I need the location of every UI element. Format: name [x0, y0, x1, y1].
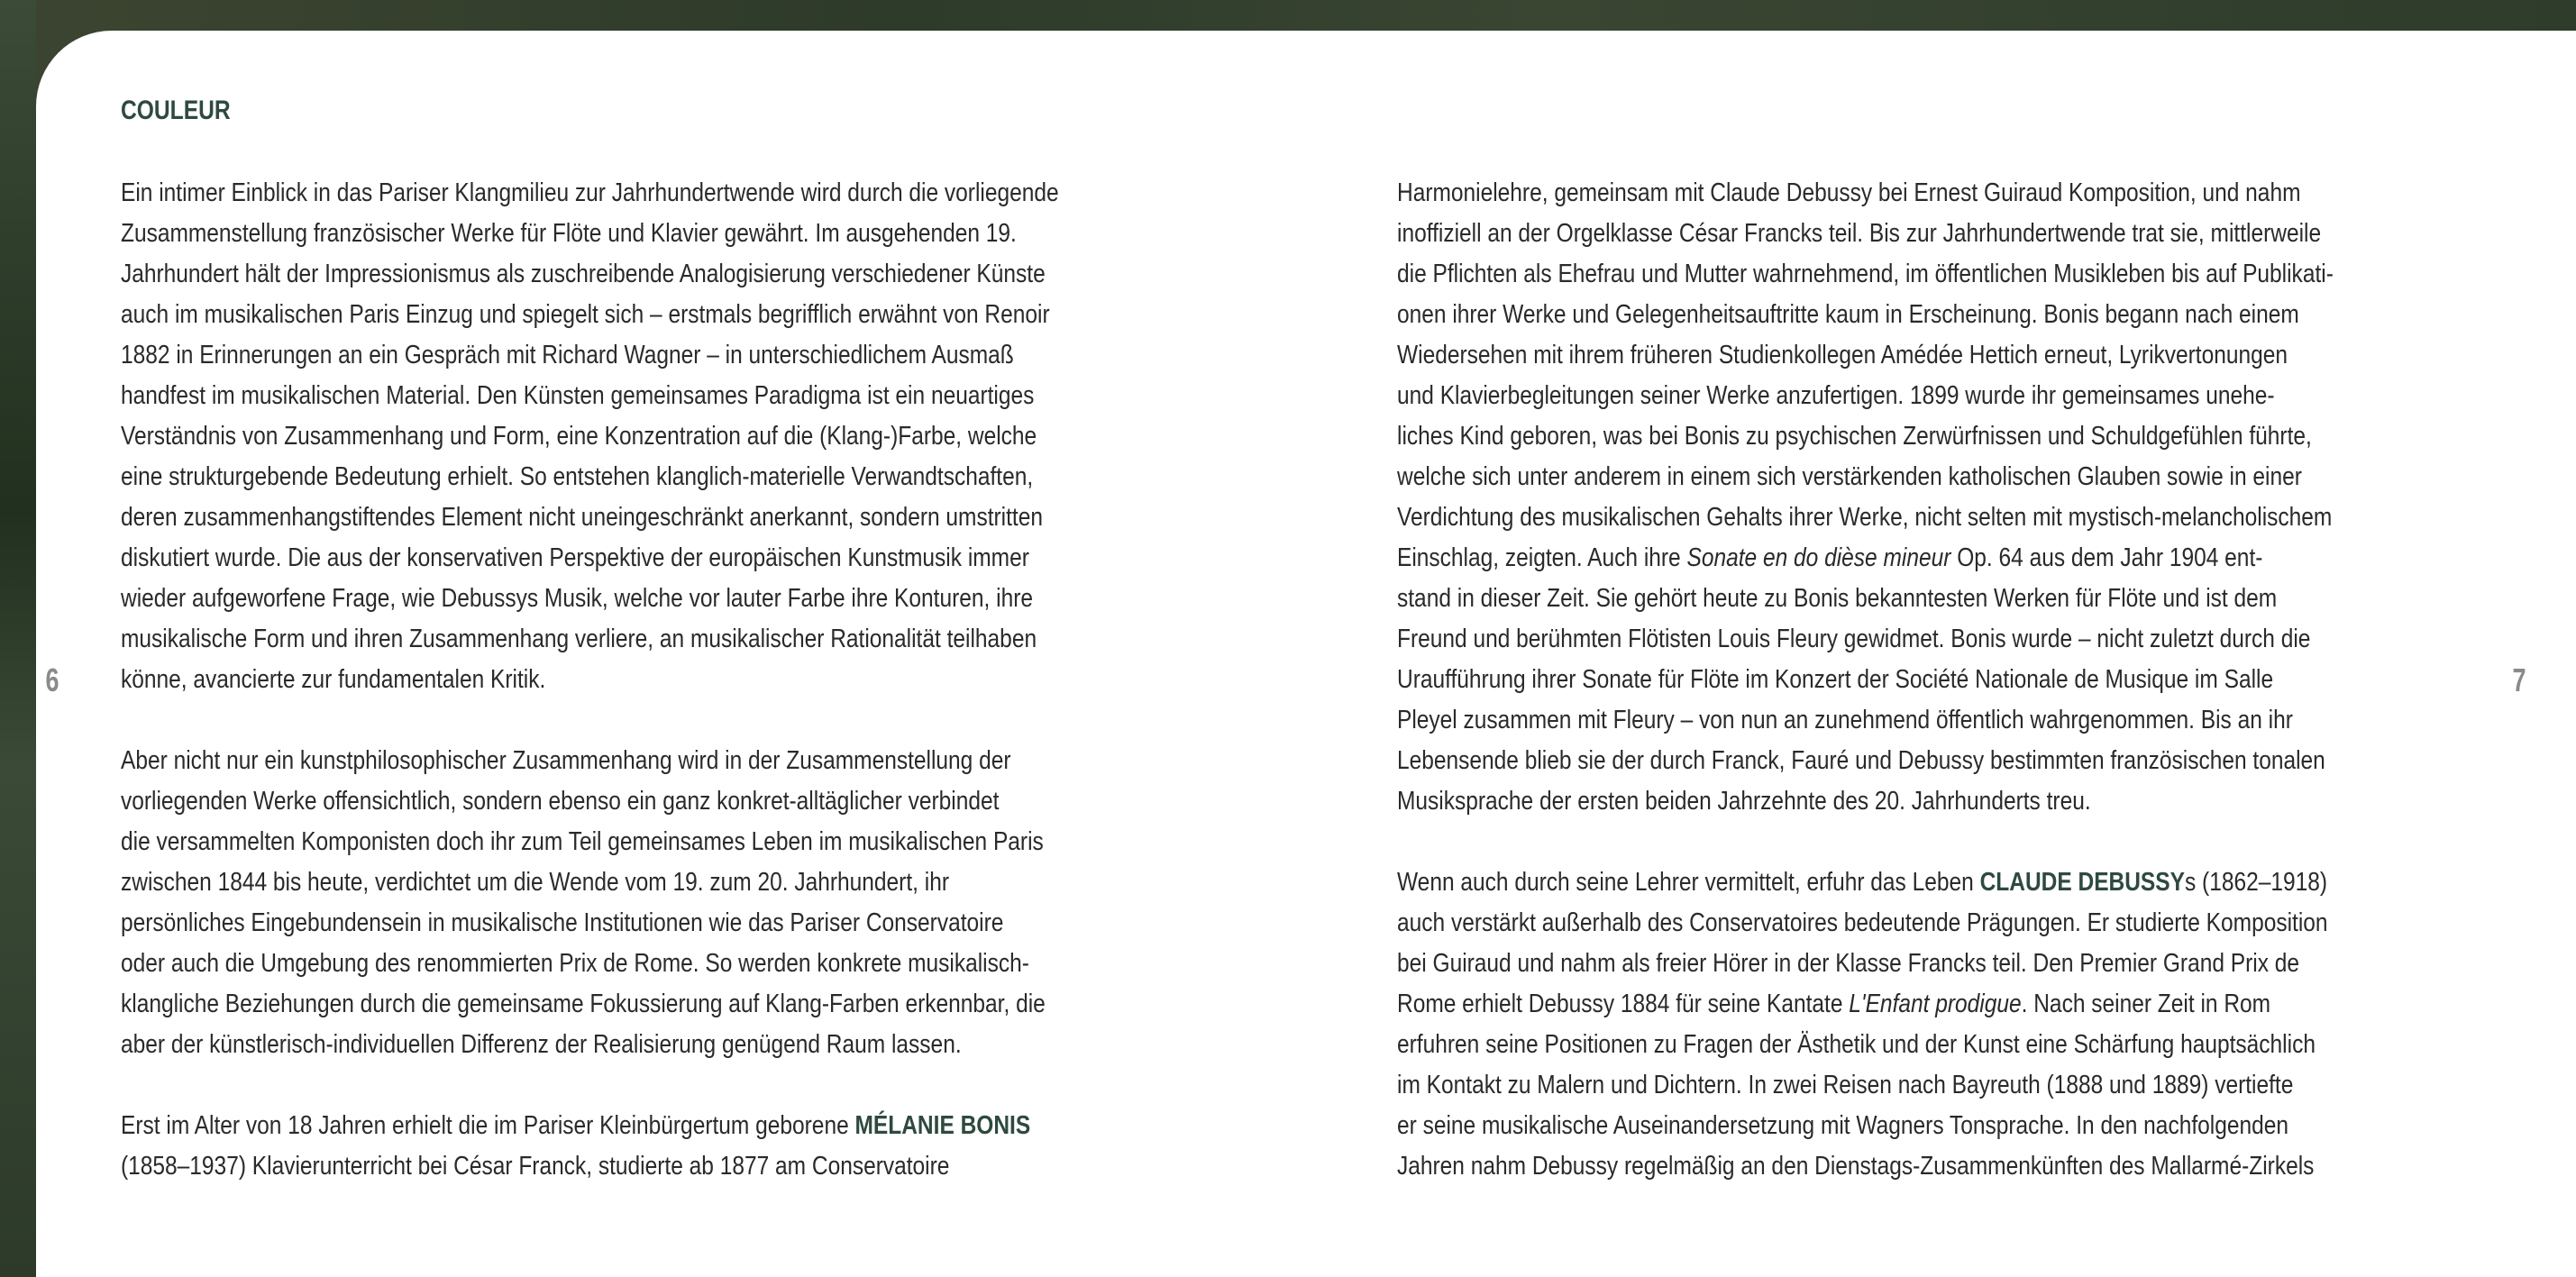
text-run: Einschlag, zeigten. Auch ihre — [1397, 543, 1687, 572]
text-line — [1397, 862, 2334, 903]
work-title-sonate: Sonate en do dièse mineur — [1686, 543, 1951, 572]
text-line: erfuhren seine Positionen zu Fragen der Ästhetik und der Kunst eine Schärfung hauptsächlich — [1397, 1030, 2316, 1059]
paragraph-context — [121, 741, 1229, 1065]
paragraph-debussy — [1397, 862, 2506, 1187]
text-line: Jahren nahm Debussy regelmäßig an den Dienstags-Zusammenkünften des Mallarmé-Zirkels — [1397, 1152, 2315, 1181]
text-line — [121, 1106, 1057, 1146]
text-line: und Klavierbegleitungen seiner Werke anzufertigen. 1899 wurde ihr gemeinsames unehe- — [1397, 381, 2275, 410]
text-line: handfest im musikalischen Material. Den Künsten gemeinsames Paradigma ist ein neuartiges — [121, 381, 1035, 410]
text-line: 1882 in Erinnerungen an ein Gespräch mit Richard Wagner – in unterschiedlichem Ausmaß — [121, 341, 1014, 369]
text-line: könne, avancierte zur fundamentalen Kritik. — [121, 665, 546, 694]
text-line: (1858–1937) Klavierunterricht bei César Franck, studierte ab 1877 am Conservatoire — [121, 1152, 950, 1181]
left-column — [121, 173, 1229, 1187]
work-title-kantate: L'Enfant prodigue — [1849, 990, 2022, 1018]
paragraph-gap — [1397, 822, 2506, 862]
section-title: COULEUR — [121, 96, 231, 125]
text-line: welche sich unter anderem in einem sich verstärkenden katholischen Glauben sowie in einer — [1397, 462, 2302, 491]
text-line: Jahrhundert hält der Impressionismus als zuschreibende Analogisierung verschiedener Künste — [121, 260, 1046, 288]
text-line: Wiedersehen mit ihrem früheren Studienkollegen Amédée Hettich erneut, Lyrikvertonungen — [1397, 341, 2288, 369]
text-line: Lebensende blieb sie der durch Franck, Fauré und Debussy bestimmten französischen tonalen — [1397, 746, 2325, 775]
paragraph-bonis — [121, 1106, 1229, 1187]
text-line: inoffiziell an der Orgelklasse César Francks teil. Bis zur Jahrhundertwende trat sie, mittlerweile — [1397, 219, 2322, 248]
text-line: die Pflichten als Ehefrau und Mutter wahrnehmend, im öffentlichen Musikleben bis auf Publikati- — [1397, 260, 2334, 288]
right-column — [1397, 173, 2506, 1187]
paragraph-gap — [121, 1065, 1229, 1106]
text-line: Harmonielehre, gemeinsam mit Claude Debussy bei Ernest Guiraud Komposition, und nahm — [1397, 178, 2301, 207]
text-run: . Nach seiner Zeit in Rom — [2021, 990, 2271, 1018]
text-line: Zusammenstellung französischer Werke für Flöte und Klavier gewährt. Im ausgehenden 19. — [121, 219, 1017, 248]
text-run: Op. 64 aus dem Jahr 1904 ent- — [1950, 543, 2263, 572]
background-strip — [0, 0, 36, 1277]
text-run: Erst im Alter von 18 Jahren erhielt die im Pariser Kleinbürgertum geborene — [121, 1111, 855, 1140]
text-line: zwischen 1844 bis heute, verdichtet um die Wende vom 19. zum 20. Jahrhundert, ihr — [121, 868, 949, 897]
paragraph-intro — [121, 173, 1229, 700]
paragraph-bonis-continued — [1397, 173, 2506, 822]
text-line: Musiksprache der ersten beiden Jahrzehnte des 20. Jahrhunderts treu. — [1397, 787, 2091, 816]
text-run: Rome erhielt Debussy 1884 für seine Kantate — [1397, 990, 1850, 1018]
text-line: die versammelten Komponisten doch ihr zum Teil gemeinsames Leben im musikalischen Paris — [121, 827, 1044, 856]
text-line: deren zusammenhangstiftendes Element nicht uneingeschränkt anerkannt, sondern umstritten — [121, 503, 1044, 532]
text-line: Pleyel zusammen mit Fleury – von nun an zunehmend öffentlich wahrgenommen. Bis an ihr — [1397, 706, 2293, 734]
text-line: Aber nicht nur ein kunstphilosophischer Zusammenhang wird in der Zusammenstellung der — [121, 746, 1011, 775]
text-run: Wenn auch durch seine Lehrer vermittelt, erfuhr das Leben — [1397, 868, 1980, 897]
text-line: er seine musikalische Auseinandersetzung mit Wagners Tonsprache. In den nachfolgenden — [1397, 1111, 2288, 1140]
text-line: bei Guiraud und nahm als freier Hörer in der Klasse Francks teil. Den Premier Grand Prix de — [1397, 949, 2300, 978]
composer-name-bonis: MÉLANIE BONIS — [854, 1111, 1031, 1140]
text-line — [1397, 538, 2334, 579]
text-line: vorliegenden Werke offensichtlich, sondern ebenso ein ganz konkret-alltäglicher verbindet — [121, 787, 1000, 816]
text-line: Uraufführung ihrer Sonate für Flöte im Konzert der Société Nationale de Musique im Salle — [1397, 665, 2274, 694]
text-line: Verdichtung des musikalischen Gehalts ihrer Werke, nicht selten mit mystisch-melancholischem — [1397, 503, 2333, 532]
paragraph-gap — [121, 700, 1229, 741]
text-line: stand in dieser Zeit. Sie gehört heute zu Bonis bekanntesten Werken für Flöte und ist dem — [1397, 584, 2278, 613]
text-line: Verständnis von Zusammenhang und Form, eine Konzentration auf die (Klang-)Farbe, welche — [121, 422, 1037, 451]
booklet-spread — [36, 31, 2576, 1277]
text-line: klangliche Beziehungen durch die gemeinsame Fokussierung auf Klang-Farben erkennbar, die — [121, 990, 1046, 1018]
text-line — [1397, 984, 2334, 1025]
text-line: auch im musikalischen Paris Einzug und spiegelt sich – erstmals begrifflich erwähnt von Renoir — [121, 300, 1050, 329]
text-line: aber der künstlerisch-individuellen Differenz der Realisierung genügend Raum lassen. — [121, 1030, 962, 1059]
text-line: auch verstärkt außerhalb des Conservatoires bedeutende Prägungen. Er studierte Komposition — [1397, 908, 2328, 937]
text-line: eine strukturgebende Bedeutung erhielt. So entstehen klanglich-materielle Verwandtschaften, — [121, 462, 1034, 491]
text-line: liches Kind geboren, was bei Bonis zu psychischen Zerwürfnissen und Schuldgefühlen führte, — [1397, 422, 2312, 451]
text-line: im Kontakt zu Malern und Dichtern. In zwei Reisen nach Bayreuth (1888 und 1889) vertiefte — [1397, 1071, 2294, 1099]
text-line: wieder aufgeworfene Frage, wie Debussys Musik, welche vor lauter Farbe ihre Konturen, ihre — [121, 584, 1033, 613]
text-line: onen ihrer Werke und Gelegenheitsauftritte kaum in Erscheinung. Bonis begann nach einem — [1397, 300, 2299, 329]
page-number-left: 6 — [45, 661, 59, 698]
text-line: oder auch die Umgebung des renommierten Prix de Rome. So werden konkrete musikalisch- — [121, 949, 1029, 978]
text-line: diskutiert wurde. Die aus der konservativen Perspektive der europäischen Kunstmusik immer — [121, 543, 1029, 572]
composer-name-debussy: CLAUDE DEBUSSY — [1979, 868, 2185, 897]
text-run: s (1862–1918) — [2184, 868, 2328, 897]
page-number-right: 7 — [2512, 661, 2526, 698]
text-line: Freund und berühmten Flötisten Louis Fleury gewidmet. Bonis wurde – nicht zuletzt durch die — [1397, 625, 2311, 653]
text-line: Ein intimer Einblick in das Pariser Klangmilieu zur Jahrhundertwende wird durch die vorliegende — [121, 178, 1059, 207]
text-line: musikalische Form und ihren Zusammenhang verliere, an musikalischer Rationalität teilhaben — [121, 625, 1037, 653]
text-line: persönliches Eingebundensein in musikalische Institutionen wie das Pariser Conservatoire — [121, 908, 1004, 937]
